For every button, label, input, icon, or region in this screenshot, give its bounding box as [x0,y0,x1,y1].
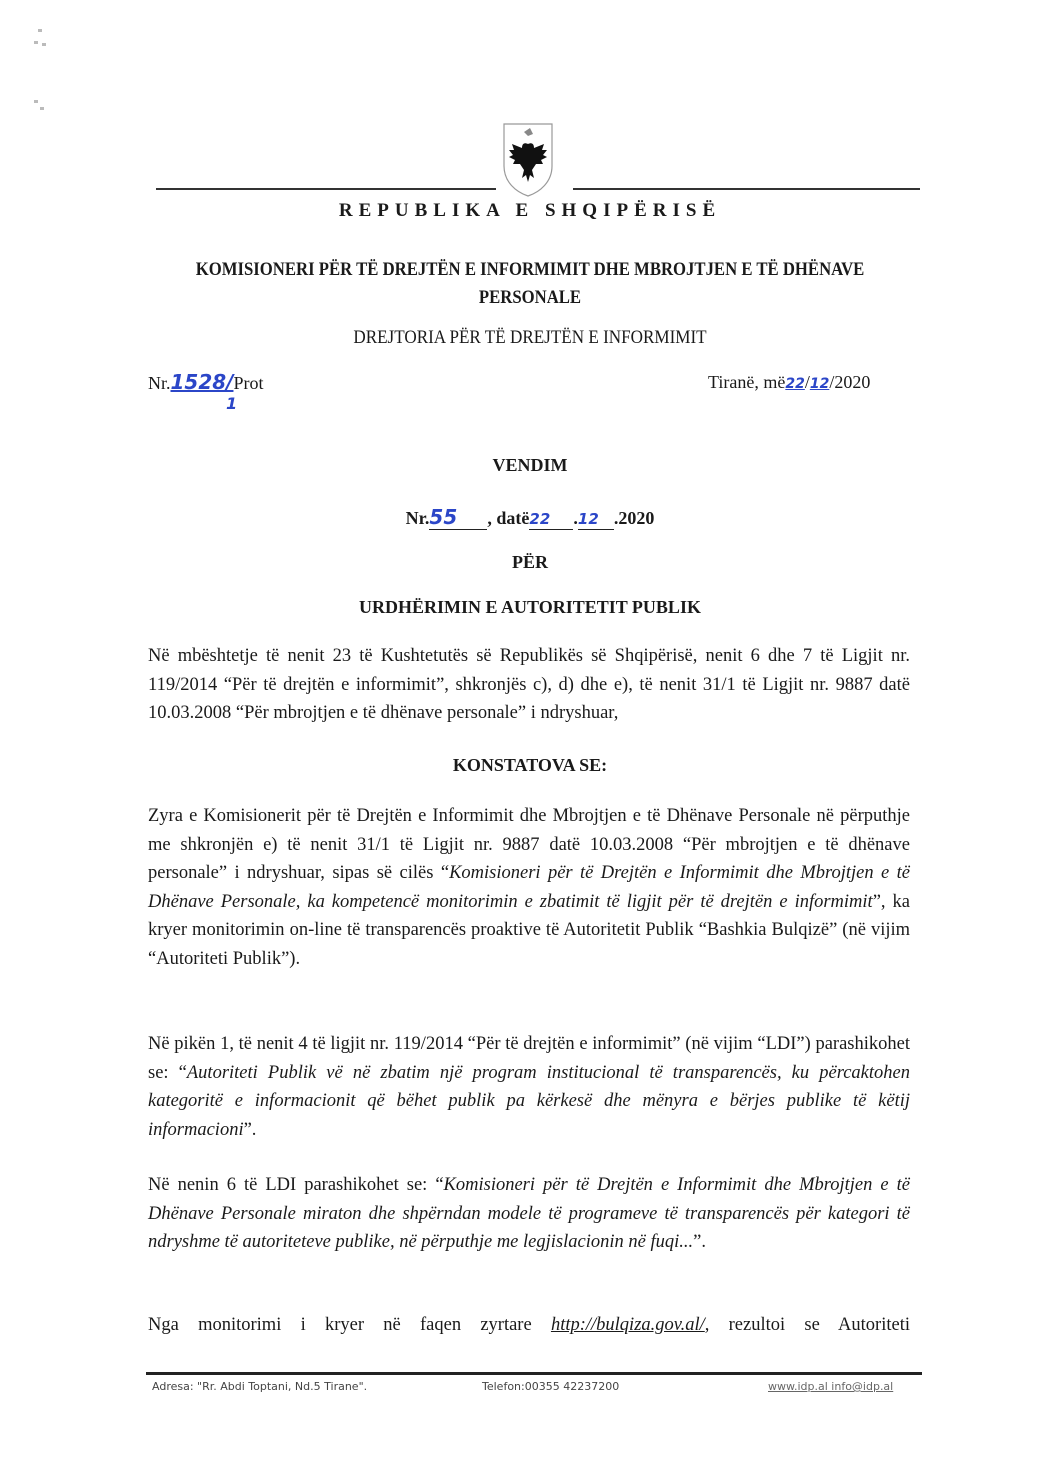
decision-per: PËR [512,552,548,572]
decision-nr-handwritten: 55 [429,505,458,529]
p2-text-a: Zyra e Komisionerit për të Drejtën e Informimit dhe Mbrojtjen e të Dhënave Personale në përputhje me shkronjën e) të nenit 31/1 të Ligjit nr. 9887 datë 10.03.2008 “Për mbrojtjen e të dhënave personale” i ndryshuar, sipas së cilës “ [148,806,910,883]
directorate-heading: DREJTORIA PËR TË DREJTËN E INFORMIMIT [353,327,707,348]
protocol-number [148,370,264,413]
place-date-separator: / [804,372,810,392]
decision-date-dot: . [573,508,578,528]
p4-quote: Komisioneri për të Drejtën e Informimit dhe Mbrojtjen e të Dhënave Personale miraton dhe shpërndan modele të programeve të transparencës për kategori të ndryshme të autoriteteve publike, në përputhje me legjislacionin në fuqi... [148,1175,910,1252]
p3-text-b: ”. [243,1119,257,1140]
decision-year: .2020 [613,508,655,528]
place-date-day: 22 [785,376,805,392]
protocol-handwritten-sub: 1 [226,394,238,413]
paragraph-legal-basis: Në mbështetje të nenit 23 të Kushtetutës së Republikës së Shqipërisë, nenit 6 dhe 7 të Ligjit nr. 119/2014 “Për të drejtën e informimit”, shkronjës c), d) dhe e), të nenit 31/1 të Ligjit nr. 9887 datë 10.03.2008 “Për mbrojtjen e të dhënave personale” i ndryshuar, [148,646,910,723]
p3-text-a: Në pikën 1, të nenit 4 të ligjit nr. 119/2014 “Për të drejtën e informimit” (në vijim “LDI”) parashikohet se: “ [148,1034,910,1083]
p5-text-b: , rezultoi se Autoriteti [704,1315,910,1335]
decision-subject: URDHËRIMIN E AUTORITETIT PUBLIK [359,597,701,617]
protocol-suffix: Prot [233,373,264,393]
place-date-year: /2020 [829,372,871,392]
decision-nr-prefix: Nr. [405,508,430,528]
place-date-month: 12 [809,376,830,392]
footer-web-email-link[interactable]: www.idp.al info@idp.al [768,1380,894,1393]
footer-address: Adresa: "Rr. Abdi Toptani, Nd.5 Tirane". [152,1380,368,1393]
decision-number-line [140,505,920,530]
albanian-coat-of-arms-icon [500,120,556,198]
p4-text-b: ”. [693,1232,706,1252]
institution-heading: KOMISIONERI PËR TË DREJTËN E INFORMIMIT DHE MBROJTJEN E TË DHËNAVE PERSONALE [195,259,865,308]
footer-phone: Telefon:00355 42237200 [482,1380,620,1393]
protocol-handwritten-number: 1528/ [170,370,234,394]
scan-margin-marks [30,25,50,125]
footer-rule [146,1372,922,1375]
p4-text-a: Në nenin 6 të LDI parashikohet se: “ [148,1175,444,1195]
decision-title: VENDIM [492,455,568,475]
p2-text-b: ”, ka kryer monitorimin on-line të transparencës proaktive të Autoritetit Publik “Bashkia Bulqizë” (në vijim “Autoriteti Publik”). [148,891,910,969]
decision-date-prefix: , datë [487,508,530,528]
paragraph-ldi-article-4 [148,1030,910,1144]
bulqiza-website-link[interactable]: http://bulqiza.gov.al/ [550,1315,705,1335]
country-heading: REPUBLIKA E SHQIPËRISË [338,200,722,221]
place-date-prefix: Tiranë, më [708,372,786,392]
p2-quote: Komisioneri për të Drejtën e Informimit dhe Mbrojtjen e të Dhënave Personale, ka kompetencë monitorimin e zbatimit të ligjit për të drejtën e informimit [148,863,910,912]
decision-month-handwritten: 12 [577,510,599,528]
decision-day-handwritten: 22 [529,510,551,528]
paragraph-monitoring-result [148,1311,910,1340]
header-rule-right [573,188,920,190]
konstatova-heading: KONSTATOVA SE: [452,755,608,775]
header-rule-left [156,188,496,190]
paragraph-ldi-article-6 [148,1171,910,1257]
protocol-prefix: Nr. [148,373,171,393]
p5-text-a: Nga monitorimi i kryer në faqen zyrtare [148,1315,551,1335]
p3-quote: Autoriteti Publik vë në zbatim një program institucional të transparencës, ku përcaktohen kategoritë e informacionit që bëhet publik pa kërkesë dhe mënyra e bërjes publike të këtij informacioni [148,1062,910,1140]
place-date [708,372,870,393]
paragraph-monitoring [148,802,910,973]
